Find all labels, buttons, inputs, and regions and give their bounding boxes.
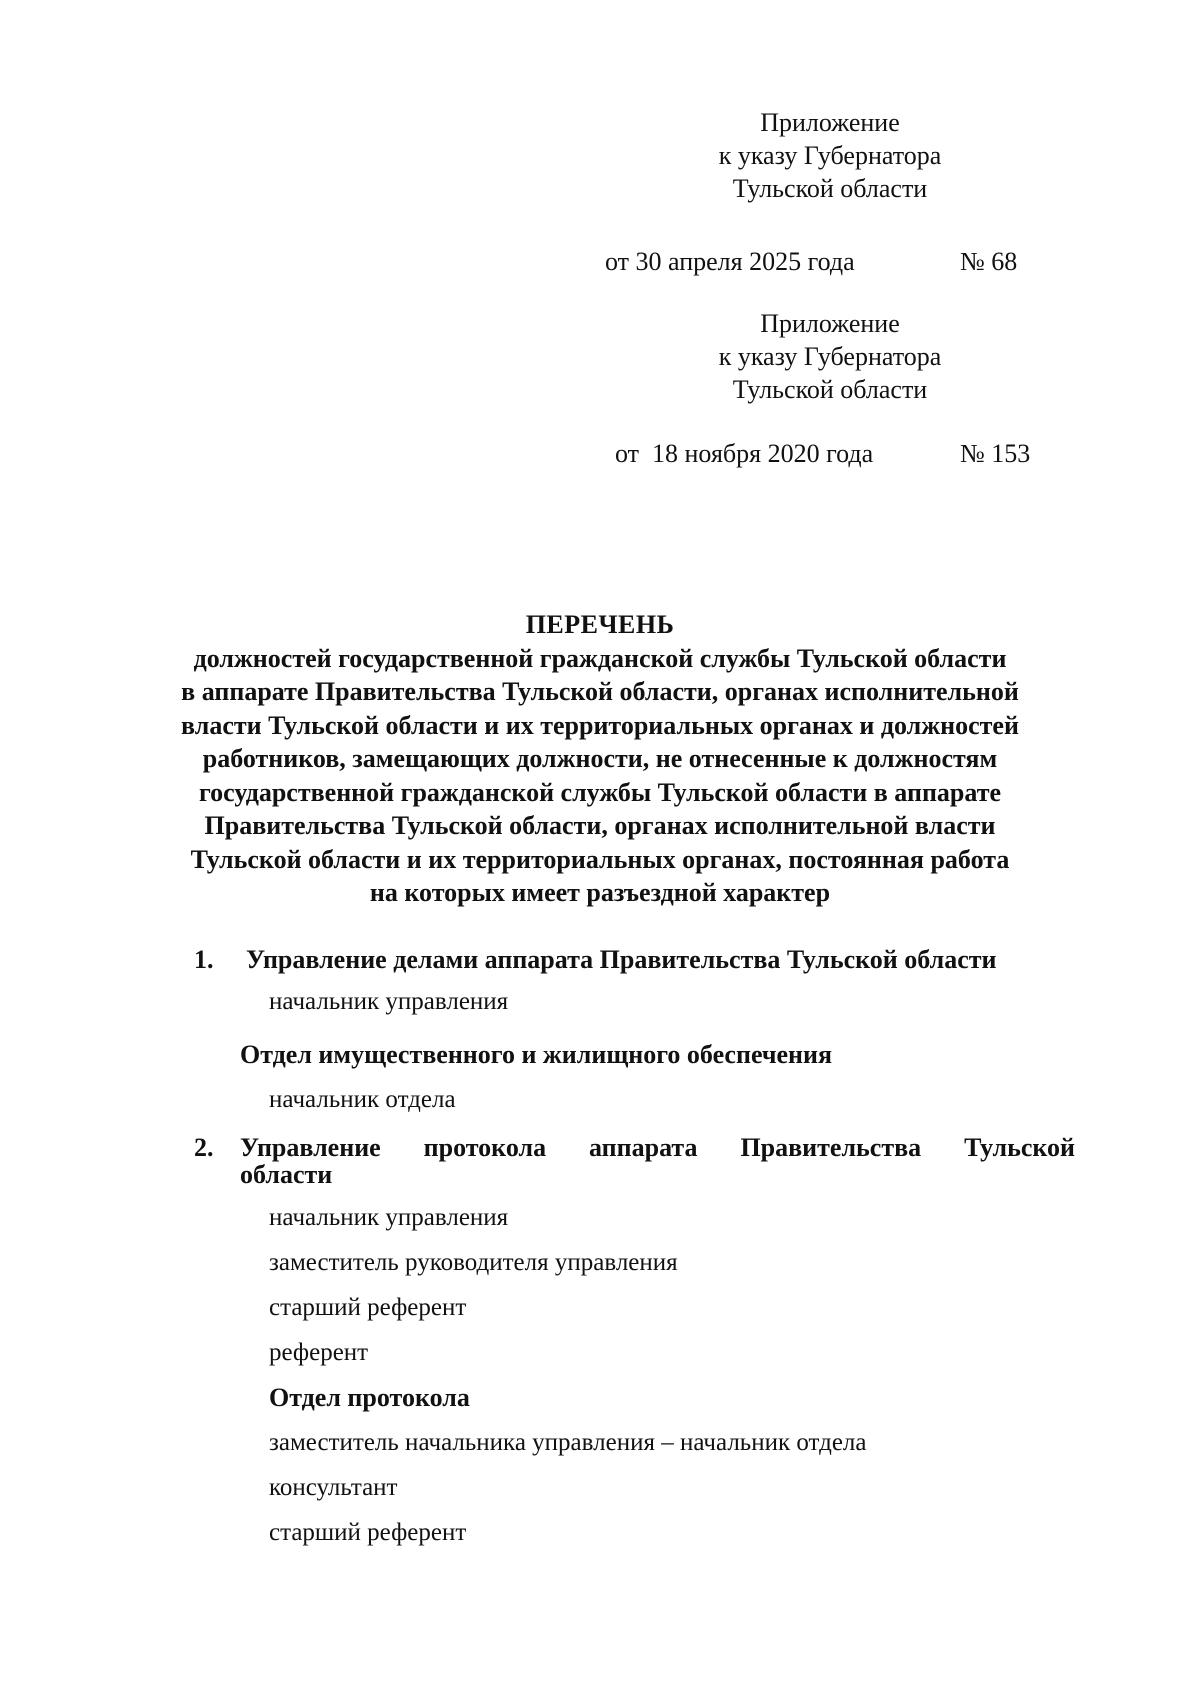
title-line: государственной гражданской службы Тульской области в аппарате xyxy=(198,777,1002,807)
title-line: должностей государственной гражданской службы Тульской области xyxy=(193,643,1007,673)
appendix-line: Тульской области xyxy=(732,375,928,404)
position-item: начальник управления xyxy=(269,1204,509,1231)
decree-date-line-old xyxy=(0,437,1031,569)
appendix-line: Приложение xyxy=(760,108,900,137)
decree-number: № 153 xyxy=(960,439,1031,468)
appendix-header-new xyxy=(600,106,1060,205)
position-item: начальник управления xyxy=(269,988,509,1015)
decree-date: от 18 ноября 2020 года xyxy=(615,439,874,468)
appendix-line: Приложение xyxy=(760,309,900,338)
position-item: старший референт xyxy=(269,1519,467,1546)
subsection-title: Отдел имущественного и жилищного обеспечения xyxy=(240,1040,833,1069)
document-title xyxy=(150,608,1050,910)
appendix-line: Тульской области xyxy=(732,174,928,203)
title-line: в аппарате Правительства Тульской области, органах исполнительной xyxy=(181,677,1019,706)
appendix-line: к указу Губернатора xyxy=(718,342,942,371)
title-heading: ПЕРЕЧЕНЬ xyxy=(525,610,675,639)
section-title-continuation: области xyxy=(240,1160,333,1189)
position-item: референт xyxy=(269,1339,369,1366)
position-item: начальник отдела xyxy=(269,1086,456,1113)
appendix-header-old xyxy=(600,307,1060,406)
subsection-title: Отдел протокола xyxy=(269,1383,470,1412)
title-line: на которых имеет разъездной характер xyxy=(369,878,831,907)
title-line: Правительства Тульской области, органах исполнительной власти xyxy=(204,811,996,840)
position-item: старший референт xyxy=(269,1294,467,1321)
title-line: Тульской области и их территориальных органах, постоянная работа xyxy=(190,844,1010,874)
title-line: работников, замещающих должности, не отнесенные к должностям xyxy=(202,744,998,773)
section-number: 1. xyxy=(194,945,214,974)
decree-date: от 30 апреля 2025 года xyxy=(605,247,855,276)
title-line: власти Тульской области и их территориальных органах и должностей xyxy=(181,710,1019,740)
section-title: Управление протокола аппарата Правительства Тульской xyxy=(240,1133,1075,1162)
position-item: заместитель начальника управления – начальник отдела xyxy=(269,1429,867,1456)
position-item: консультант xyxy=(269,1474,398,1501)
section-title: Управление делами аппарата Правительства Тульской области xyxy=(246,945,997,974)
section-number: 2. xyxy=(194,1133,214,1162)
decree-number: № 68 xyxy=(960,247,1018,276)
appendix-line: к указу Губернатора xyxy=(718,141,942,170)
position-item: заместитель руководителя управления xyxy=(269,1249,678,1276)
